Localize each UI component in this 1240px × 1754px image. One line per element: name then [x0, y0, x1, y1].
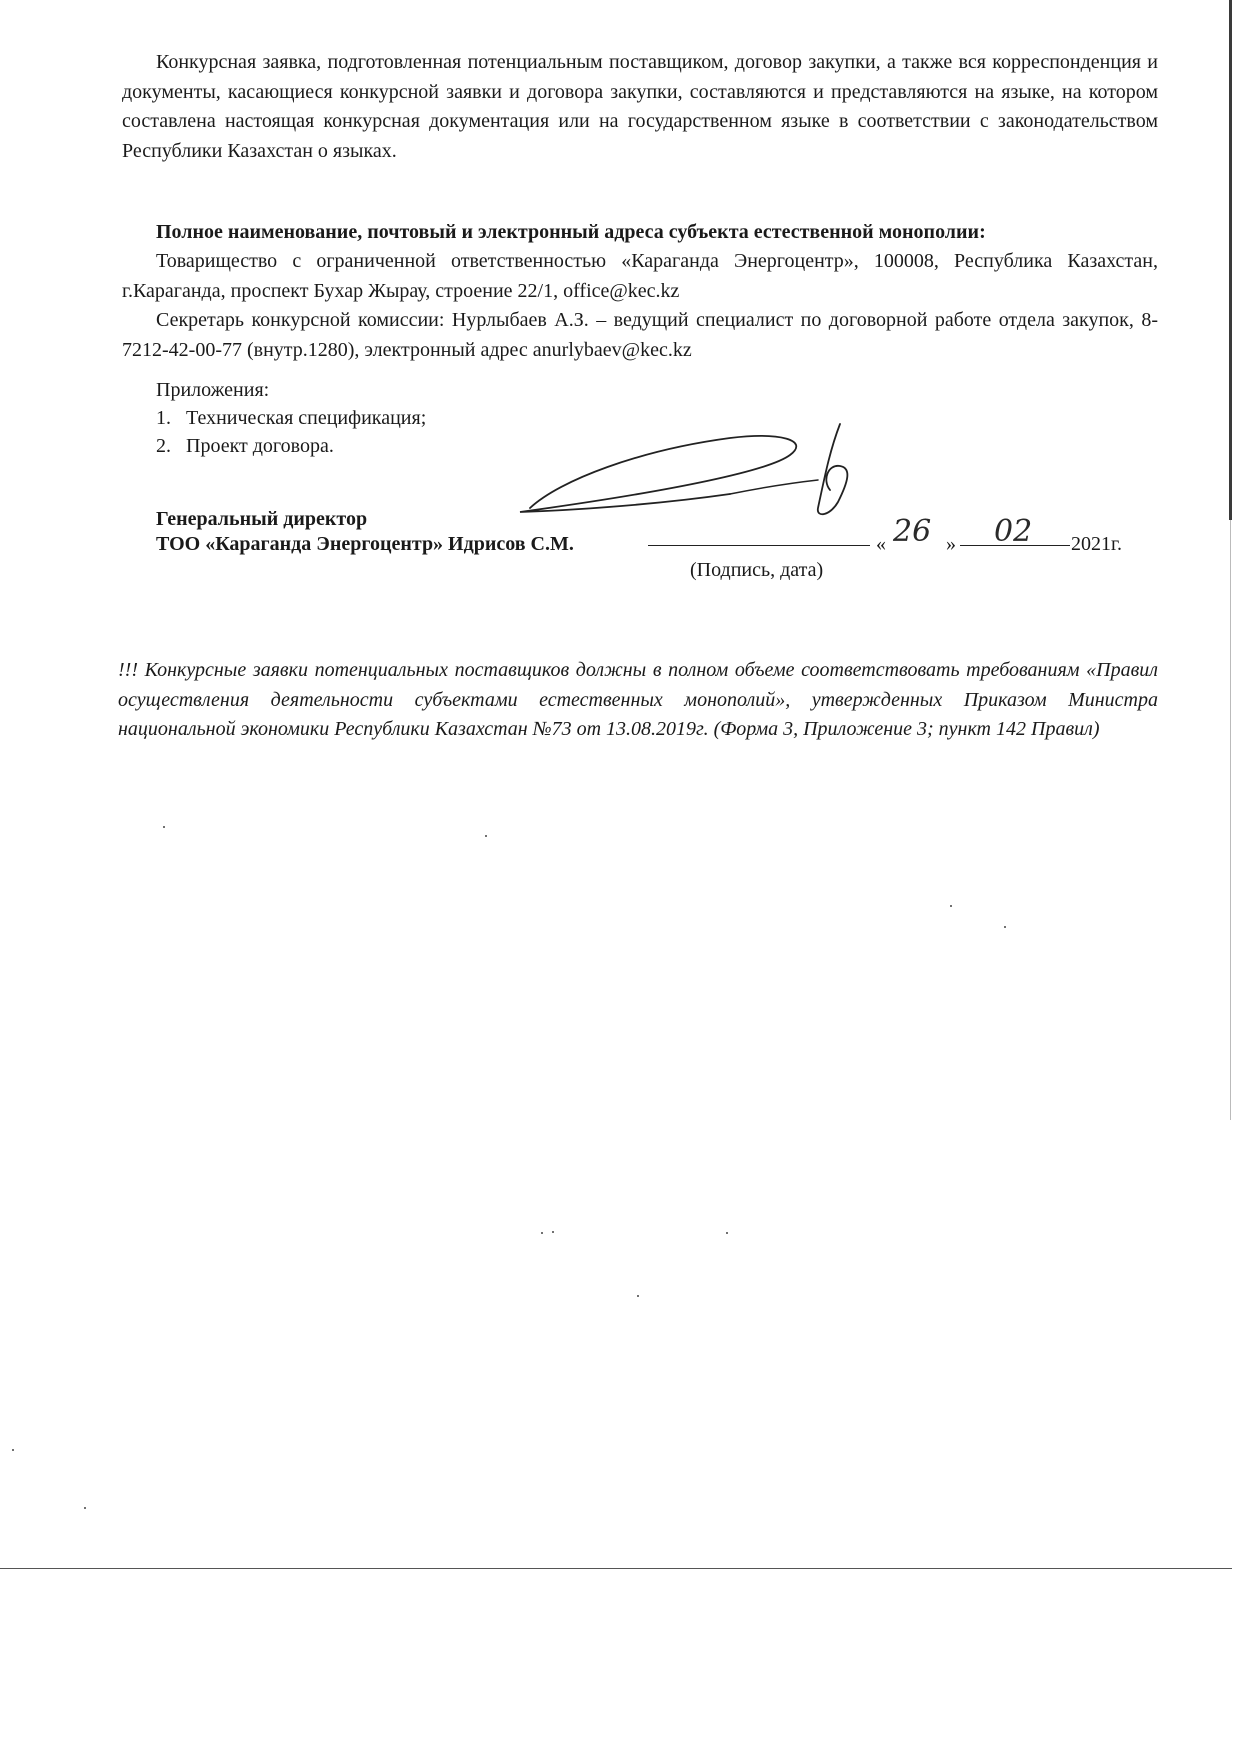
- bottom-scan-line: [0, 1568, 1232, 1569]
- footnote-requirements: !!! Конкурсные заявки потенциальных поставщиков должны в полном объеме соответствовать требованиям «Правил осуществления деятельности субъектами естественных монополий», утвержденных Приказом Министра национальной экономики Республики Казахстан №73 от 13.08.2019г. (Форма 3, Приложение 3; пункт 142 Правил): [118, 659, 1158, 740]
- scan-edge-shadow: [1229, 0, 1232, 520]
- signer-position: Генеральный директор: [156, 508, 368, 530]
- date-day: 26: [893, 514, 932, 549]
- scan-speck: [950, 905, 952, 907]
- date-year: 2021г.: [1071, 533, 1122, 555]
- address-heading: Полное наименование, почтовый и электронный адреса субъекта естественной монополии:: [156, 221, 986, 243]
- scan-edge-line: [1230, 520, 1231, 1120]
- scan-speck: [726, 1232, 728, 1234]
- date-month: 02: [994, 514, 1033, 549]
- scan-speck: [84, 1507, 86, 1509]
- date-open-quote: «: [876, 533, 886, 555]
- attachment-item-2: 2. Проект договора.: [156, 435, 334, 457]
- scan-speck: [541, 1232, 543, 1234]
- signer-org-name: ТОО «Караганда Энергоцентр» Идрисов С.М.: [156, 533, 574, 555]
- language-paragraph: Конкурсная заявка, подготовленная потенциальным поставщиком, договор закупки, а также вся корреспонденция и документы, касающиеся конкурсной заявки и договора закупки, составляются и представляются на языке, на котором составлена настоящая конкурсная документация или на государственном языке в соответствии с законодательством Республики Казахстан о языках.: [122, 51, 1158, 162]
- scan-speck: [485, 835, 487, 837]
- attachments-title: Приложения:: [156, 379, 270, 401]
- secretary-contact: Секретарь конкурсной комиссии: Нурлыбаев А.З. – ведущий специалист по договорной работе отдела закупок, 8-7212-42-00-77 (внутр.1280), электронный адрес anurlybaev@kec.kz: [122, 309, 1158, 361]
- scan-speck: [163, 826, 165, 828]
- scan-speck: [1004, 926, 1006, 928]
- handwritten-signature: [500, 420, 900, 530]
- date-close-quote: »: [946, 533, 956, 555]
- scan-speck: [637, 1295, 639, 1297]
- scan-speck: [12, 1449, 14, 1451]
- signature-caption: (Подпись, дата): [690, 559, 824, 581]
- company-address: Товарищество с ограниченной ответственностью «Караганда Энергоцентр», 100008, Республика Казахстан, г.Караганда, проспект Бухар Жырау, строение 22/1, office@kec.kz: [122, 250, 1158, 302]
- scan-speck: [552, 1231, 554, 1233]
- signature-line: [648, 545, 870, 546]
- attachment-item-1: 1. Техническая спецификация;: [156, 407, 427, 429]
